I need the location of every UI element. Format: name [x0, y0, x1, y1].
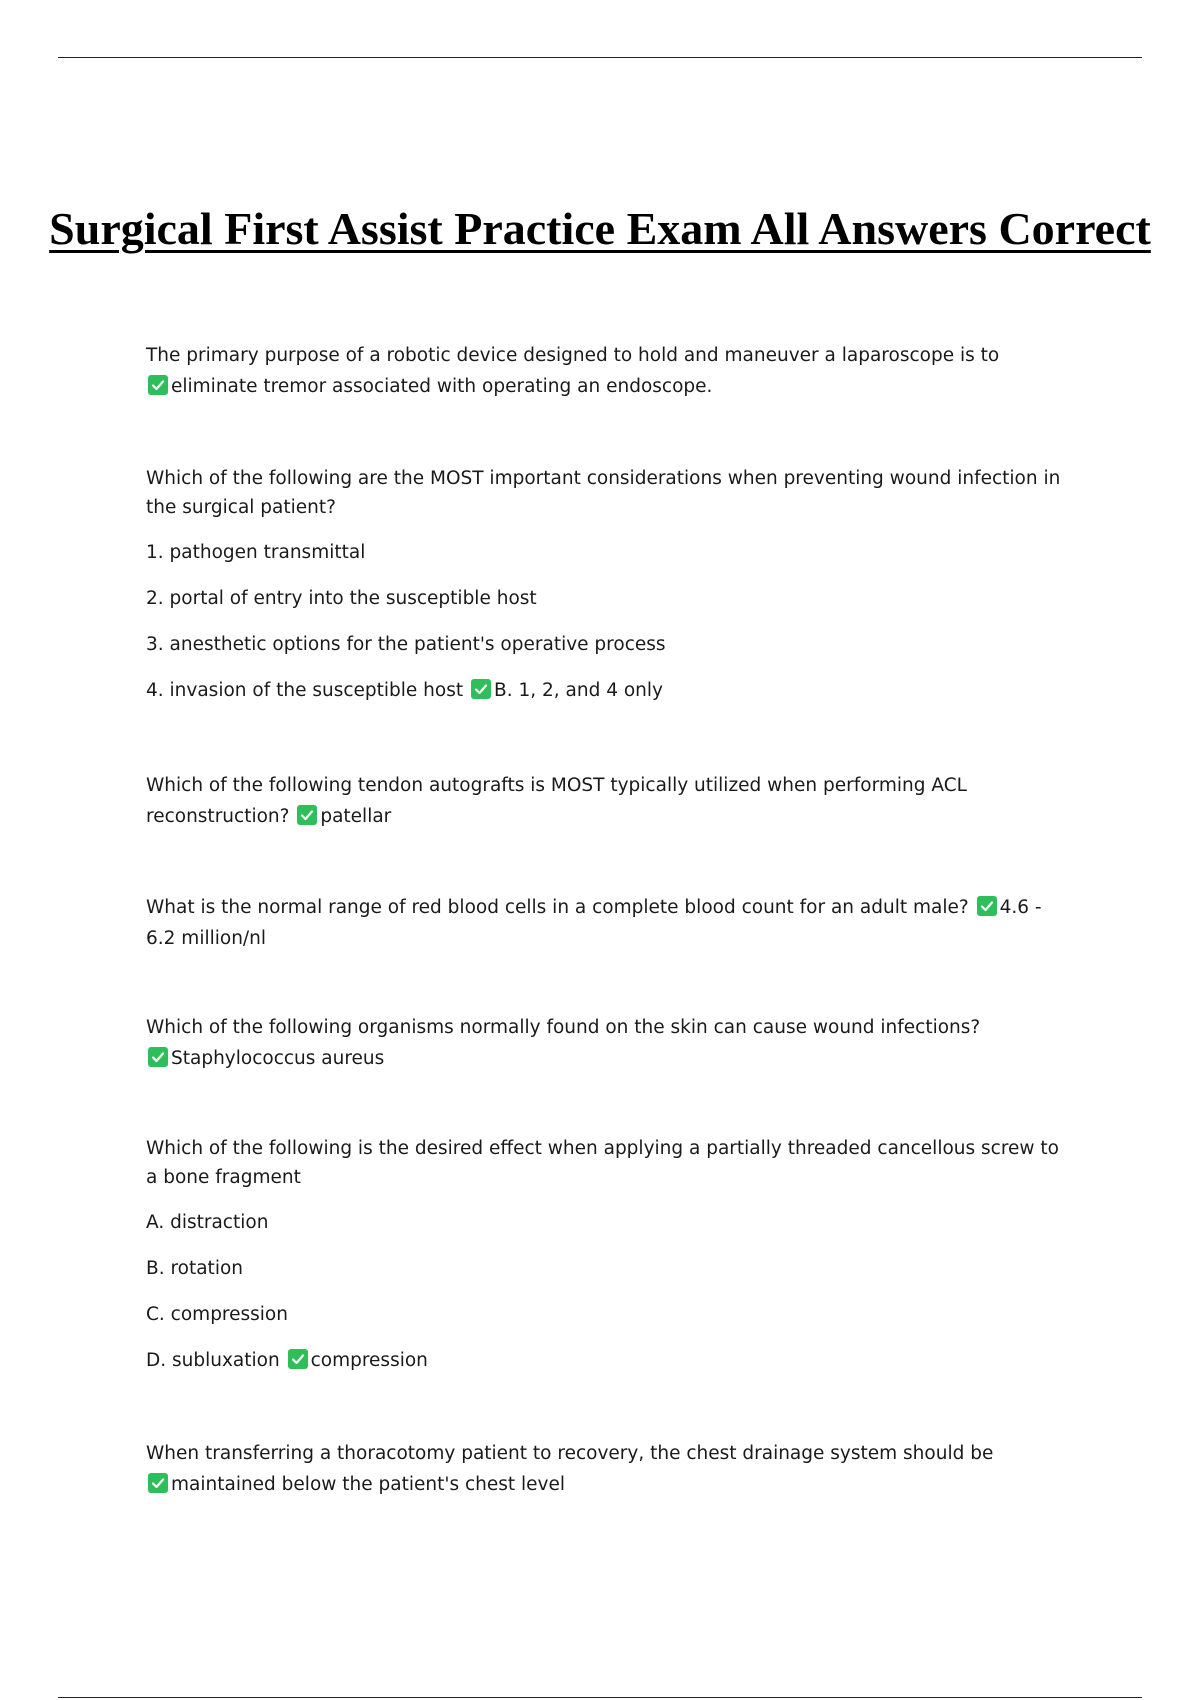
page-title-text: Surgical First Assist Practice Exam All Answers Correct — [49, 203, 1151, 254]
question-6-option-d: D. subluxation — [146, 1350, 280, 1371]
question-2-option-4: 4. invasion of the susceptible host — [146, 680, 464, 701]
question-6-option-b: B. rotation — [146, 1258, 243, 1279]
question-1-text: The primary purpose of a robotic device designed to hold and maneuver a laparoscope is to — [146, 345, 1000, 366]
check-mark-icon — [977, 896, 997, 916]
question-5-answer: Staphylococcus aureus — [171, 1048, 385, 1069]
question-5-answer-line — [146, 1043, 1066, 1074]
check-mark-icon — [471, 679, 491, 699]
question-6-option-d-line — [146, 1345, 1066, 1376]
question-2-answer: B. 1, 2, and 4 only — [494, 680, 663, 701]
question-1 — [146, 340, 1066, 402]
check-mark-icon — [148, 1473, 168, 1493]
question-4-line — [146, 892, 1066, 954]
question-3 — [146, 770, 1066, 832]
question-5-text: Which of the following organisms normally found on the skin can cause wound infections? — [146, 1017, 981, 1038]
question-7 — [146, 1438, 1066, 1500]
question-1-answer-line — [146, 371, 1066, 402]
question-6-text: Which of the following is the desired effect when applying a partially threaded cancellous screw to a bone fragment — [146, 1138, 1059, 1188]
question-3-answer: patellar — [320, 806, 392, 827]
bottom-rule — [58, 1697, 1142, 1698]
question-4-answer: 4.6 - 6.2 million/nl — [146, 897, 1042, 949]
question-4-text: What is the normal range of red blood cells in a complete blood count for an adult male? — [146, 897, 969, 918]
question-6-answer: compression — [310, 1350, 428, 1371]
check-mark-icon — [148, 375, 168, 395]
question-2-option-2: 2. portal of entry into the susceptible host — [146, 588, 537, 609]
question-2-option-1: 1. pathogen transmittal — [146, 542, 366, 563]
question-3-line — [146, 770, 1066, 832]
question-2-option-3: 3. anesthetic options for the patient's operative process — [146, 634, 666, 655]
question-1-answer: eliminate tremor associated with operating an endoscope. — [171, 376, 713, 397]
question-6 — [146, 1134, 1066, 1376]
check-mark-icon — [148, 1047, 168, 1067]
document-body — [146, 340, 1066, 1500]
check-mark-icon — [288, 1349, 308, 1369]
question-6-option-a: A. distraction — [146, 1212, 269, 1233]
question-2 — [146, 464, 1066, 706]
question-7-answer-line — [146, 1469, 1066, 1500]
question-7-answer: maintained below the patient's chest level — [171, 1474, 566, 1495]
check-mark-icon — [297, 805, 317, 825]
question-6-option-c: C. compression — [146, 1304, 288, 1325]
page-title — [0, 200, 1200, 257]
question-4 — [146, 892, 1066, 954]
question-2-text: Which of the following are the MOST important considerations when preventing wound infection in the surgical patient? — [146, 468, 1061, 518]
question-2-option-4-line — [146, 675, 1066, 706]
question-3-text: Which of the following tendon autografts is MOST typically utilized when performing ACL reconstruction? — [146, 775, 967, 827]
question-5 — [146, 1012, 1066, 1074]
top-rule — [58, 57, 1142, 58]
question-7-text: When transferring a thoracotomy patient to recovery, the chest drainage system should be — [146, 1443, 994, 1464]
